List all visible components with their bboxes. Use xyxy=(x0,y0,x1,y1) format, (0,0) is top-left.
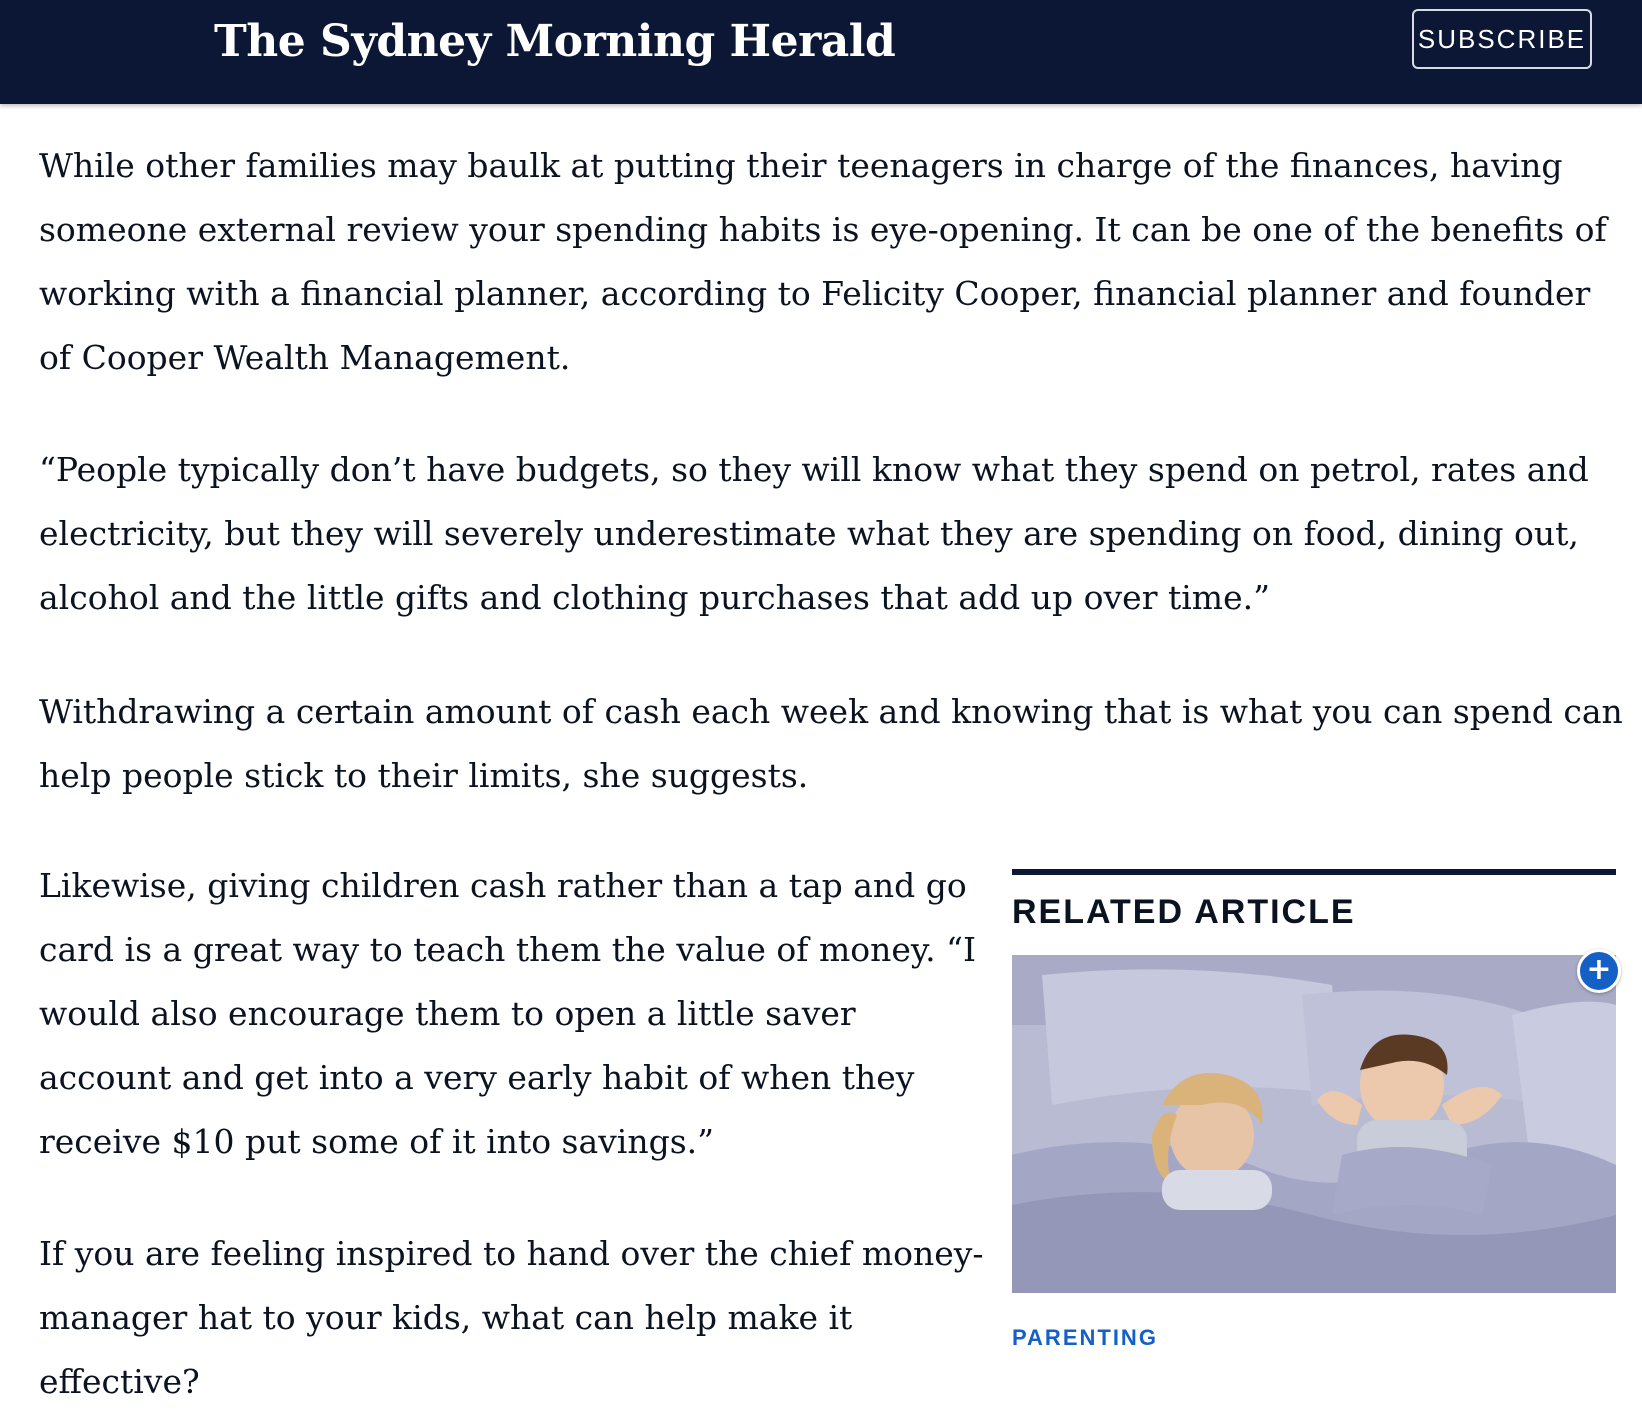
article-paragraph: While other families may baulk at putting their teenagers in charge of the finances, having someone external review your spending habits is eye-opening. It can be one of the benefits of working with a financial planner, according to Felicity Cooper, financial planner and founder of Cooper Wealth Management. xyxy=(39,146,1607,377)
related-article-heading: RELATED ARTICLE xyxy=(1012,893,1356,931)
top-bar xyxy=(0,0,1642,104)
subscribe-button[interactable]: SUBSCRIBE xyxy=(1412,9,1592,69)
related-article xyxy=(1012,869,1616,1349)
article-paragraph: Withdrawing a certain amount of cash each week and knowing that is what you can spend can help people stick to their limits, she suggests. xyxy=(39,692,1623,795)
related-article-category[interactable]: PARENTING xyxy=(1012,1325,1158,1350)
related-divider xyxy=(1012,869,1616,875)
masthead-logo[interactable]: The Sydney Morning Herald xyxy=(214,16,896,67)
article-paragraph: “People typically don’t have budgets, so they will know what they spend on petrol, rates and electricity, but they will severely underestimate what they are spending on food, dining out, alcohol and the little gifts and clothing purchases that add up over time.” xyxy=(39,450,1589,617)
article-paragraph: Likewise, giving children cash rather than a tap and go card is a great way to teach them the value of money. “I would also encourage them to open a little saver account and get into a very early habit of when they receive $10 put some of it into savings.” xyxy=(39,866,977,1161)
plus-icon[interactable]: + xyxy=(1577,949,1621,993)
article-paragraph: If you are feeling inspired to hand over the chief money-manager hat to your kids, what can help make it effective? xyxy=(39,1234,984,1401)
related-article-image[interactable] xyxy=(1012,955,1616,1293)
